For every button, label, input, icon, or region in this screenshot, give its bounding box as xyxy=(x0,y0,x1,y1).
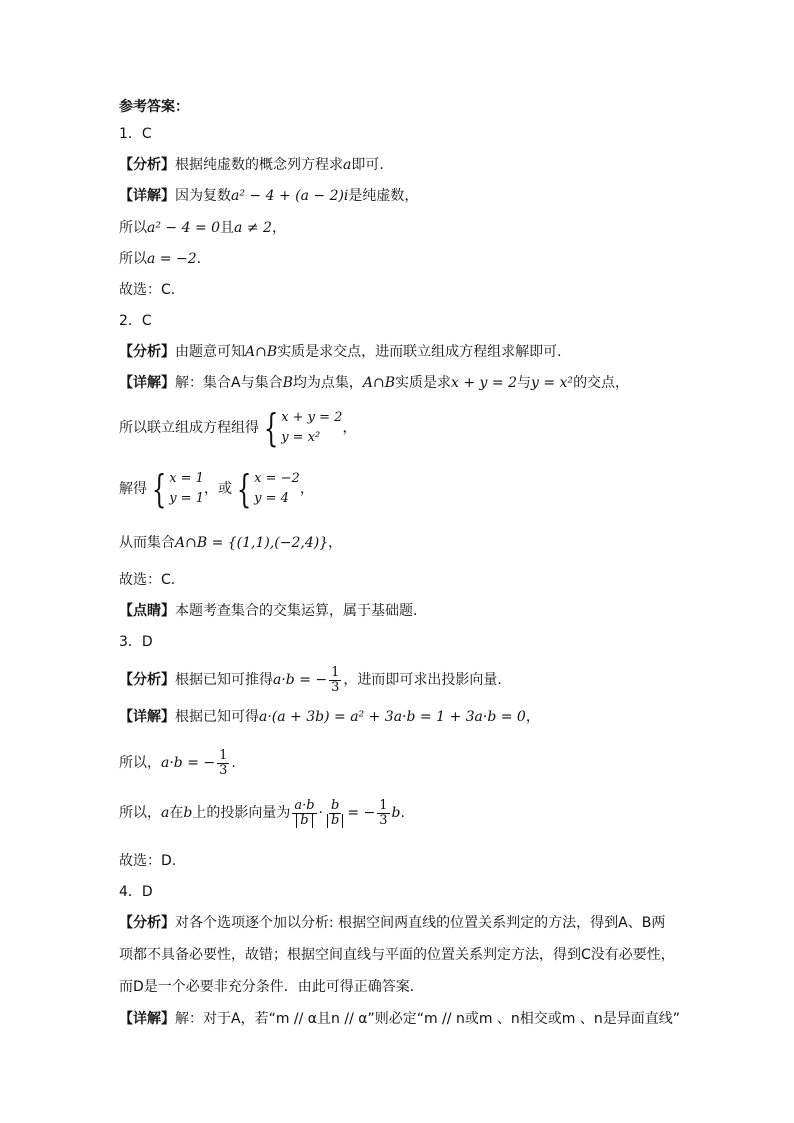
q1-analysis-tag: 【分析】 xyxy=(119,157,175,173)
brace-icon: { xyxy=(263,406,279,450)
q2-choice: 故选：C. xyxy=(119,572,176,588)
q3-analysis: 【分析】根据已知可推得a·b = − $\frac{1}{3}$ ，进而即可求出投影向量. xyxy=(119,664,502,695)
fraction: $\frac{1}{3}$ xyxy=(219,747,228,778)
q2-analysis: 【分析】由题意可知A∩B实质是求交点，进而联立组成方程组求解即可. xyxy=(119,344,562,360)
q2-comment: 【点睛】本题考查集合的交集运算，属于基础题. xyxy=(119,603,418,619)
unit-vector-fraction: $\frac{b}{b}$ xyxy=(325,799,345,828)
q4-analysis-line2: 项都不具备必要性，故错；根据空间直线与平面的位置关系判定方法，得到C没有必要性， xyxy=(119,947,675,963)
q1-number: 1．C xyxy=(119,126,152,142)
q2-number: 2．C xyxy=(119,313,152,329)
q2-solutions: 解得 { x = 1 y = 1 ，或 { x = −2 y = 4 ， xyxy=(119,467,314,511)
q3-number: 3．D xyxy=(119,634,153,650)
q3-step2: 所以，a在b上的投影向量为 $\frac{a\cdot b}{b}$ · $\frac{b}{b}$ = − $\frac{1}{3}$ b. xyxy=(119,797,405,828)
q1-step1: 所以a² − 4 = 0且a ≠ 2， xyxy=(119,220,286,236)
solution-system-1: { x = 1 y = 1 xyxy=(151,467,204,511)
q1-detail-tag: 【详解】 xyxy=(119,188,175,204)
q4-detail: 【详解】解：对于A，若“m // α且n // α”则必定“m // n或m 、n相交或m 、n是异面直线” xyxy=(119,1011,680,1027)
q4-number: 4．D xyxy=(119,884,153,900)
brace-icon: { xyxy=(236,467,252,511)
q1-analysis: 【分析】根据纯虚数的概念列方程求a即可. xyxy=(119,157,384,173)
q3-choice: 故选：D. xyxy=(119,853,177,869)
q2-system: 所以联立组成方程组得 { x + y = 2 y = x² ， xyxy=(119,406,357,450)
brace-icon: { xyxy=(151,467,167,511)
fraction: $\frac{1}{3}$ xyxy=(331,664,340,695)
solution-system-2: { x = −2 y = 4 xyxy=(236,467,300,511)
q3-detail: 【详解】根据已知可得a·(a + 3b) = a² + 3a·b = 1 + 3a·b = 0， xyxy=(119,709,540,725)
page-title: 参考答案： xyxy=(119,99,189,115)
q4-analysis: 【分析】对各个选项逐个加以分析: 根据空间两直线的位置关系判定的方法，得到A、B两 xyxy=(119,915,666,931)
q2-detail: 【详解】解：集合A与集合B均为点集，A∩B实质是求x + y = 2与y = x²的交点， xyxy=(119,375,630,391)
fraction: $\frac{1}{3}$ xyxy=(379,797,388,828)
q1-detail: 【详解】因为复数a² − 4 + (a − 2)i是纯虚数， xyxy=(119,188,419,204)
q4-analysis-line3: 而D是一个必要非充分条件．由此可得正确答案． xyxy=(119,979,424,995)
q1-step2: 所以a = −2. xyxy=(119,251,202,267)
equation-system: { x + y = 2 y = x² xyxy=(263,406,343,450)
projection-fraction: $\frac{a\cdot b}{b}$ xyxy=(294,797,315,828)
q2-set: 从而集合A∩B = {(1,1),(−2,4)}， xyxy=(119,535,343,551)
q1-choice: 故选：C. xyxy=(119,282,176,298)
q3-step1: 所以，a·b = − $\frac{1}{3}$ . xyxy=(119,747,236,778)
